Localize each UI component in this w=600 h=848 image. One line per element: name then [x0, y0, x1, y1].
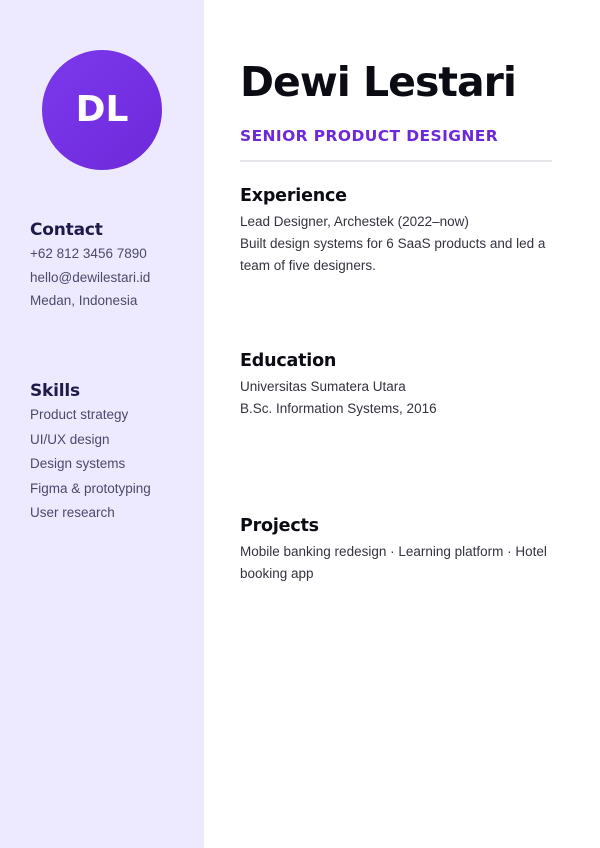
contact-section [30, 219, 200, 313]
skill-item: User research [30, 505, 115, 521]
sidebar [0, 0, 204, 848]
contact-list [30, 242, 200, 313]
skills-section [30, 380, 200, 526]
education-heading: Education [240, 351, 337, 371]
projects-section [240, 514, 560, 585]
education-section [240, 349, 560, 420]
experience-description: Built design systems for 6 SaaS products and led a team of five designers. [240, 236, 546, 273]
skills-heading: Skills [30, 381, 80, 401]
avatar [42, 50, 162, 170]
skill-item: UI/UX design [30, 431, 110, 447]
projects-heading: Projects [240, 516, 319, 536]
skills-list [30, 403, 200, 526]
contact-heading: Contact [30, 220, 103, 240]
experience-heading: Experience [240, 186, 347, 206]
header-divider [240, 160, 552, 162]
projects-body [240, 541, 560, 585]
avatar-initials: DL [75, 89, 129, 130]
skill-item: Figma & prototyping [30, 480, 151, 496]
experience-title: Lead Designer, Archestek (2022–now) [240, 214, 469, 229]
education-body [240, 376, 560, 420]
education-degree: B.Sc. Information Systems, 2016 [240, 401, 437, 416]
experience-body [240, 211, 560, 277]
skill-item: Product strategy [30, 407, 129, 422]
experience-section [240, 184, 560, 277]
person-name: Dewi Lestari [240, 58, 516, 106]
contact-phone: +62 812 3456 7890 [30, 246, 147, 261]
education-school: Universitas Sumatera Utara [240, 379, 406, 394]
job-title: SENIOR PRODUCT DESIGNER [240, 127, 499, 145]
projects-description: Mobile banking redesign · Learning platform · Hotel booking app [240, 544, 547, 581]
contact-email: hello@dewilestari.id [30, 269, 151, 285]
contact-location: Medan, Indonesia [30, 293, 138, 308]
skill-item: Design systems [30, 456, 126, 472]
